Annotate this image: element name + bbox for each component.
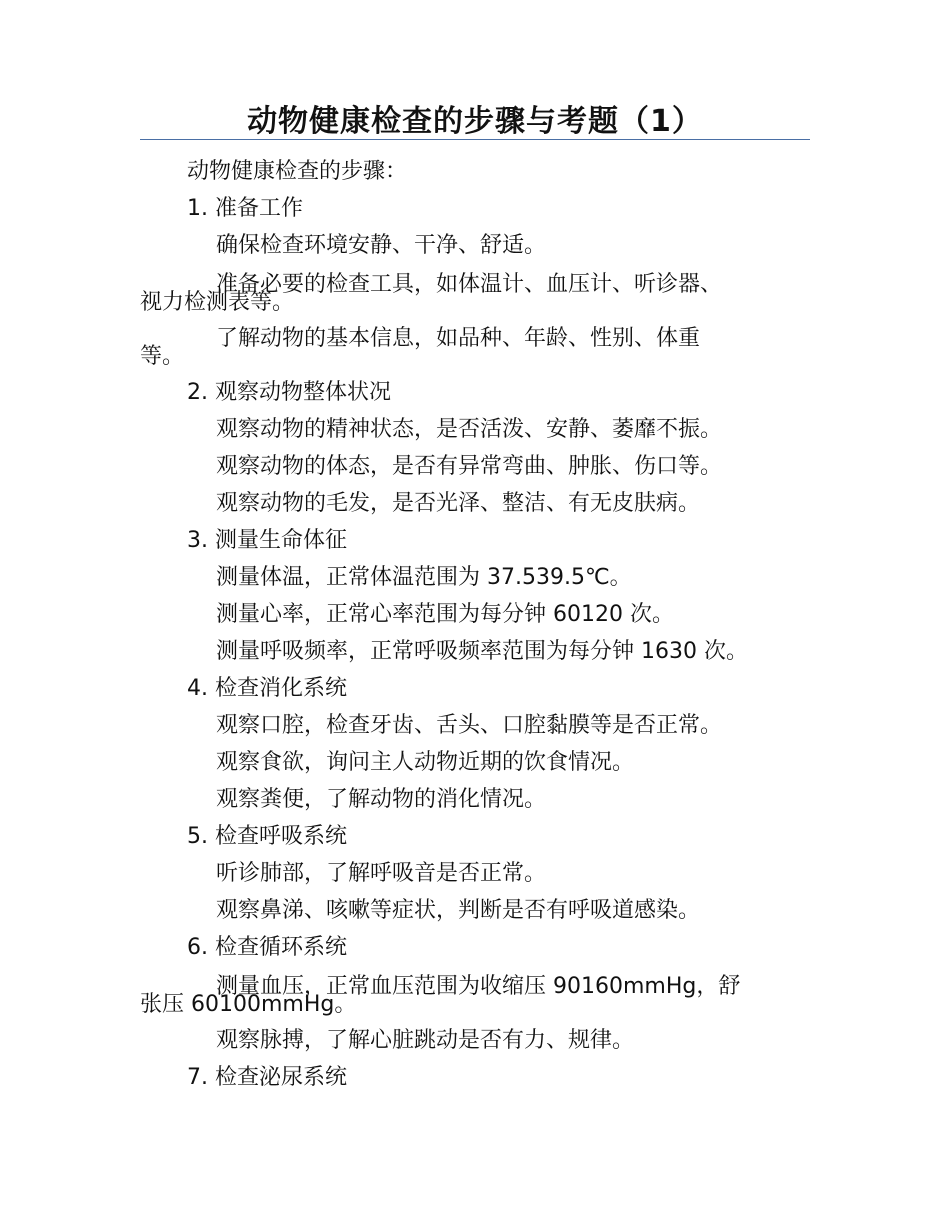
section-heading: 2. 观察动物整体状况 [187, 380, 391, 405]
section-heading: 4. 检查消化系统 [187, 676, 347, 701]
list-item [140, 270, 810, 318]
section-heading: 7. 检查泌尿系统 [187, 1065, 347, 1090]
list-item: 测量呼吸频率，正常呼吸频率范围为每分钟 1630 次。 [216, 639, 748, 664]
list-item-continuation: 张压 60100mmHg。 [140, 992, 357, 1017]
title-underline [140, 139, 810, 140]
list-item: 观察动物的精神状态，是否活泼、安静、萎靡不振。 [216, 417, 723, 442]
list-item-line: 准备必要的检查工具，如体温计、血压计、听诊器、 [216, 272, 723, 297]
list-item-line: 测量血压，正常血压范围为收缩压 90160mmHg，舒 [216, 974, 741, 999]
list-item: 观察动物的体态，是否有异常弯曲、肿胀、伤口等。 [216, 454, 723, 479]
document-body [140, 153, 810, 1096]
list-item: 听诊肺部，了解呼吸音是否正常。 [216, 861, 547, 886]
list-item: 观察脉搏，了解心脏跳动是否有力、规律。 [216, 1028, 635, 1053]
intro-text: 动物健康检查的步骤： [187, 159, 408, 184]
list-item [140, 972, 810, 1020]
list-item: 测量体温，正常体温范围为 37.539.5℃。 [216, 565, 632, 590]
section-heading: 3. 测量生命体征 [187, 528, 347, 553]
document-title: 动物健康检查的步骤与考题（1） [247, 104, 703, 139]
section-heading: 1. 准备工作 [187, 196, 303, 221]
list-item: 观察动物的毛发，是否光泽、整洁、有无皮肤病。 [216, 491, 701, 516]
list-item: 观察粪便，了解动物的消化情况。 [216, 787, 547, 812]
list-item-line: 了解动物的基本信息，如品种、年龄、性别、体重 [216, 326, 701, 351]
list-item: 确保检查环境安静、干净、舒适。 [216, 233, 547, 258]
list-item: 测量心率，正常心率范围为每分钟 60120 次。 [216, 602, 674, 627]
list-item: 观察食欲，询问主人动物近期的饮食情况。 [216, 750, 635, 775]
list-item [140, 324, 810, 372]
section-heading: 5. 检查呼吸系统 [187, 824, 347, 849]
list-item: 观察口腔，检查牙齿、舌头、口腔黏膜等是否正常。 [216, 713, 723, 738]
section-heading: 6. 检查循环系统 [187, 935, 347, 960]
list-item: 观察鼻涕、咳嗽等症状，判断是否有呼吸道感染。 [216, 898, 701, 923]
list-item-continuation: 等。 [140, 344, 185, 369]
list-item-continuation: 视力检测表等。 [140, 290, 295, 315]
